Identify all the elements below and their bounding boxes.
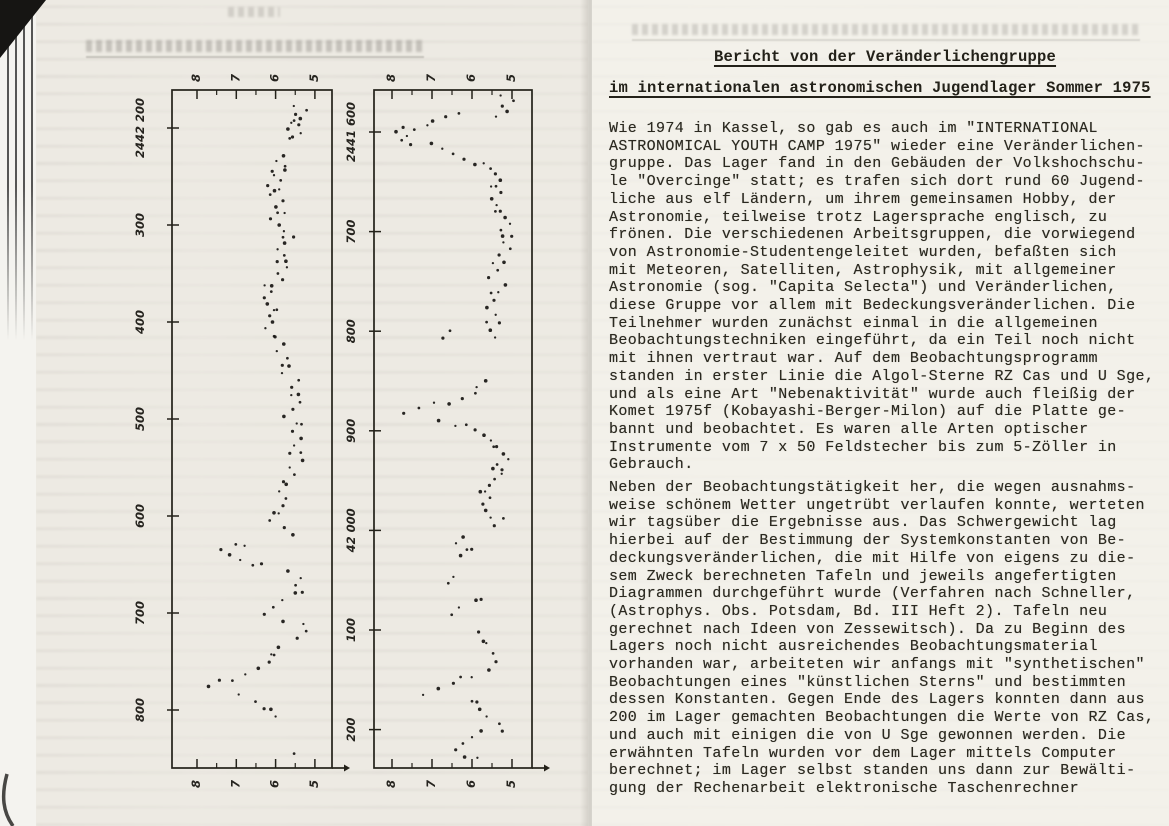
- text-line: frönen. Die verschiedenen Arbeitsgruppen, die vorwiegend: [609, 226, 1136, 244]
- paragraph-1: [609, 120, 1161, 474]
- mag-tick-label: 6: [464, 73, 478, 83]
- text-line: erwähnten Tafeln wurden vor dem Lager mittels Computer: [609, 744, 1117, 762]
- text-line: sem Zweck berechneten Tafeln und jeweils angefertigten: [609, 567, 1117, 585]
- report-title-line2: [609, 79, 1161, 97]
- jd-tick-label: 700: [133, 600, 147, 626]
- jd-tick-label: 2442 200: [133, 97, 147, 159]
- bleedthrough-heading-underline: [632, 39, 1140, 41]
- mag-tick-label: 8: [384, 779, 398, 789]
- text-line: Gebrauch.: [609, 456, 694, 474]
- bleedthrough-texture: [36, 0, 588, 826]
- text-line: gerechnet nach Ideen von Zessewitsch). Da zu Beginn des: [609, 620, 1127, 638]
- text-line: Diagrammen durchgeführt wurde (Verfahren nach Schneller,: [609, 585, 1136, 603]
- text-line: diese Gruppe vor allem mit Bedeckungsveränderlichen. Die: [609, 297, 1136, 315]
- jd-tick-label: 2441 600: [344, 101, 358, 163]
- text-line: Beobachtungen eines "künstlichen Sterns" und bestimmten: [609, 673, 1127, 691]
- mag-tick-label: 8: [189, 779, 203, 789]
- text-line: gung der Rechenarbeit elektronische Taschenrechner: [609, 779, 1080, 797]
- jd-tick-label: 900: [344, 418, 358, 443]
- text-line: Beobachtungstechniken eingeführt, da ein Teil noch nicht: [609, 332, 1136, 350]
- report-title-line2-text: im internationalen astronomischen Jugendlager Sommer 1975: [609, 79, 1151, 97]
- scan-edge-lines: [7, 0, 35, 340]
- bleedthrough-page-number: [228, 7, 280, 17]
- text-line: gruppe. Das Lager fand in den Gebäuden der Volkshochschu-: [609, 155, 1145, 173]
- text-line: le "Overcinge" statt; es trafen sich dort rund 60 Jugend-: [609, 173, 1145, 191]
- text-line: vorhanden war, arbeiteten wir anfangs mit "synthetischen": [609, 656, 1145, 674]
- text-line: Wie 1974 in Kassel, so gab es auch im "INTERNATIONAL: [609, 120, 1098, 137]
- mag-tick-label: 7: [424, 73, 438, 83]
- right-page: [592, 0, 1169, 826]
- text-line: weise schönem Wetter ungetrübt verlaufen konnte, werteten: [609, 496, 1145, 514]
- text-line: Komet 1975f (Kobayashi-Berger-Milon) auf die Platte ge-: [609, 403, 1127, 421]
- text-line: Instrumente vom 7 x 50 Feldstecher bis zum 5-Zöller in: [609, 438, 1117, 456]
- text-line: (Astrophys. Obs. Potsdam, Bd. III Heft 2). Tafeln neu: [609, 602, 1108, 620]
- mag-tick-label: 5: [306, 73, 321, 83]
- text-line: mit Meteoren, Satelliten, Astrophysik, mit allgemeiner: [609, 261, 1117, 279]
- report-title-line1: [609, 48, 1161, 66]
- text-line: Lagers noch nicht ausreichendes Beobachtungsmaterial: [609, 638, 1098, 656]
- text-line: liche aus elf Ländern, um ihrem gemeinsamen Hobby, der: [609, 190, 1117, 208]
- jd-tick-label: 100: [344, 617, 358, 643]
- jd-tick-label: 200: [344, 717, 358, 742]
- bleedthrough-heading: [632, 24, 1140, 35]
- bleedthrough-heading: [86, 40, 424, 52]
- mag-tick-label: 7: [228, 779, 243, 789]
- mag-tick-label: 6: [267, 779, 282, 789]
- jd-tick-label: 800: [344, 319, 358, 344]
- text-line: dessen Konstanten. Gegen Ende des Lagers konnten dann aus: [609, 691, 1145, 709]
- mag-tick-label: 5: [504, 73, 518, 83]
- jd-tick-label: 400: [133, 309, 147, 335]
- text-line: berechnet; im Lager selbst standen uns dann zur Bewälti-: [609, 762, 1136, 780]
- mag-tick-label: 8: [189, 73, 203, 83]
- text-line: Astronomie, teilweise trotz Lagersprache englisch, zu: [609, 208, 1108, 226]
- text-line: von Astronomie-Studentengeleitet wurden, befaßten sich: [609, 243, 1117, 261]
- mag-tick-label: 5: [306, 779, 321, 789]
- mag-tick-label: 5: [504, 779, 518, 789]
- mag-tick-label: 8: [384, 73, 398, 83]
- paragraph-2: [609, 479, 1161, 798]
- jd-tick-label: 500: [133, 406, 147, 432]
- jd-tick-label: 600: [133, 503, 147, 529]
- text-line: deckungsveränderlichen, die mit Hilfe von eigens zu die-: [609, 549, 1136, 567]
- text-line: bannt und beobachtet. Es waren alle Arten optischer: [609, 420, 1089, 438]
- text-line: Neben der Beobachtungstätigkeit her, die wegen ausnahms-: [609, 479, 1136, 496]
- text-line: 200 im Lager gemachten Beobachtungen die Werte von RZ Cas,: [609, 709, 1155, 727]
- mag-tick-label: 6: [267, 73, 282, 83]
- text-line: ASTRONOMICAL YOUTH CAMP 1975" wieder eine Veränderlichen-: [609, 137, 1145, 155]
- jd-tick-label: 700: [344, 219, 358, 244]
- text-line: wir tagsüber die Ergebnisse aus. Das Schwergewicht lag: [609, 514, 1117, 532]
- text-line: mit ihnen vertraut war. Auf dem Beobachtungsprogramm: [609, 350, 1098, 368]
- jd-tick-label: 800: [133, 697, 147, 723]
- text-line: und als eine Art "Nebenaktivität" wurde auch fleißig der: [609, 385, 1136, 403]
- text-line: Astronomie (sog. "Capita Selecta") und Veränderlichen,: [609, 279, 1117, 297]
- bleedthrough-heading-underline: [86, 56, 424, 58]
- text-line: und auch mit einigen die von U Sge gewonnen werden. Die: [609, 726, 1127, 744]
- mag-tick-label: 6: [464, 779, 478, 789]
- text-line: Teilnehmer wurden zunächst einmal in die allgemeinen: [609, 314, 1098, 332]
- mag-tick-label: 7: [228, 73, 243, 83]
- left-page: [36, 0, 588, 826]
- jd-tick-label: 42 000: [344, 508, 358, 553]
- text-line: standen in erster Linie die Algol-Sterne RZ Cas und U Sge,: [609, 367, 1155, 385]
- text-line: hierbei auf der Bestimmung der Systemkonstanten von Be-: [609, 532, 1127, 550]
- jd-tick-label: 300: [133, 212, 147, 238]
- mag-tick-label: 7: [424, 779, 438, 789]
- report-title-line1-text: Bericht von der Veränderlichengruppe: [713, 48, 1057, 66]
